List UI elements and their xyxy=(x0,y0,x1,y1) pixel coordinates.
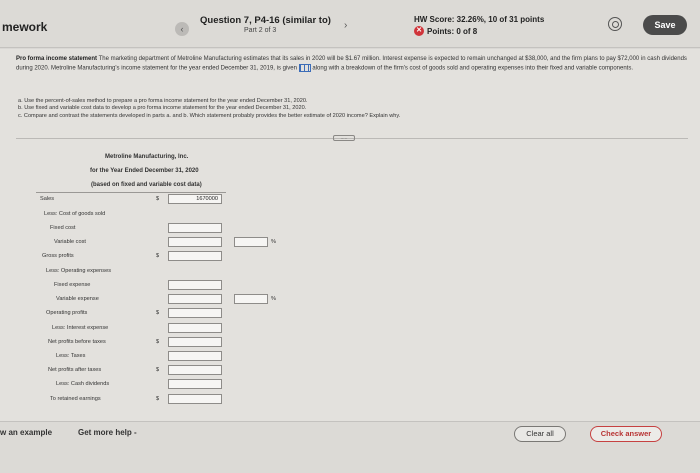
top-bar xyxy=(0,0,700,48)
npat-input[interactable] xyxy=(168,365,222,375)
variable-expense-percent-sign: % xyxy=(271,296,276,302)
npbt-label: Net profits before taxes xyxy=(48,339,106,345)
opex-label: Less: Operating expenses xyxy=(46,268,111,274)
variable-expense-input[interactable] xyxy=(168,294,222,304)
problem-parts xyxy=(18,98,400,120)
npbt-dollar: $ xyxy=(156,339,160,345)
check-answer-button[interactable]: Check answer xyxy=(590,426,662,442)
operating-profits-label: Operating profits xyxy=(46,310,88,316)
problem-lead: Pro forma income statement xyxy=(16,56,98,62)
part-a: a. Use the percent-of-sales method to prepare a pro forma income statement for the year ended December 31, 2020. xyxy=(18,98,308,104)
variable-expense-label: Variable expense xyxy=(56,296,99,302)
npbt-input[interactable] xyxy=(168,337,222,347)
variable-cost-input[interactable] xyxy=(168,237,222,247)
question-title: Question 7, P4-16 (similar to) xyxy=(200,15,331,26)
bottom-bar xyxy=(0,421,700,473)
question-content xyxy=(0,49,700,421)
save-button[interactable]: Save xyxy=(643,15,687,35)
variable-cost-percent-input[interactable] xyxy=(234,237,268,247)
operating-profits-input[interactable] xyxy=(168,308,222,318)
fixed-expense-label: Fixed expense xyxy=(54,282,91,288)
chevron-left-icon[interactable]: ‹ xyxy=(175,22,189,36)
part-c: c. Compare and contrast the statements developed in parts a. and b. Which statement probably provides the better estimate of 2020 income? Explain why. xyxy=(18,112,401,119)
statement-rule xyxy=(36,192,226,193)
hw-score: HW Score: 32.26%, 10 of 31 points xyxy=(414,15,545,24)
gross-profits-input[interactable] xyxy=(168,251,222,261)
retained-input[interactable] xyxy=(168,394,222,404)
fixed-cost-input[interactable] xyxy=(168,223,222,233)
cogs-label: Less: Cost of goods sold xyxy=(44,211,106,217)
clear-all-button[interactable]: Clear all xyxy=(514,426,566,442)
gross-profits-dollar: $ xyxy=(156,253,160,259)
problem-text: The marketing department of Metroline Manufacturing estimates that its sales in 2020 will be $1.67 million. Interest expense is expected to remain unchanged at $38,000, and the firm plans to pay $72,000 in cash dividends during 2020. Metroline Manufacturing's income statement for the year ended December 31, 2019, is given xyxy=(16,56,687,72)
sales-dollar: $ xyxy=(156,196,160,202)
dividends-label: Less: Cash dividends xyxy=(56,381,110,387)
points-text: Points: 0 of 8 xyxy=(427,26,478,36)
npat-label: Net profits after taxes xyxy=(48,367,102,373)
view-example-link[interactable]: w an example xyxy=(0,428,53,437)
statement-basis: (based on fixed and variable cost data) xyxy=(91,182,202,188)
variable-expense-percent-input[interactable] xyxy=(234,294,268,304)
question-part: Part 2 of 3 xyxy=(244,27,277,34)
variable-cost-label: Variable cost xyxy=(54,239,86,245)
retained-dollar: $ xyxy=(156,396,160,402)
more-button[interactable]: ..... xyxy=(333,135,355,141)
fixed-expense-input[interactable] xyxy=(168,280,222,290)
dividends-input[interactable] xyxy=(168,379,222,389)
taxes-label: Less: Taxes xyxy=(56,353,86,359)
app-title: mework xyxy=(2,20,48,34)
gross-profits-label: Gross profits xyxy=(42,253,74,259)
variable-cost-percent-sign: % xyxy=(271,239,276,245)
operating-profits-dollar: $ xyxy=(156,310,160,316)
points-status xyxy=(414,26,477,36)
problem-text-after: along with a breakdown of the firm's cost of goods sold and operating expenses into their fixed and variable components. xyxy=(312,65,633,72)
gear-icon[interactable] xyxy=(608,17,622,31)
table-icon[interactable] xyxy=(299,64,311,72)
chevron-right-icon[interactable]: › xyxy=(344,20,348,31)
fixed-cost-label: Fixed cost xyxy=(50,225,76,231)
interest-input[interactable] xyxy=(168,323,222,333)
retained-label: To retained earnings xyxy=(50,396,101,402)
incorrect-x-icon: ✕ xyxy=(414,26,424,36)
part-b: b. Use fixed and variable cost data to develop a pro forma income statement for the year ended December 31, 2020. xyxy=(18,105,307,112)
taxes-input[interactable] xyxy=(168,351,222,361)
get-help-link[interactable]: Get more help - xyxy=(78,428,137,437)
interest-label: Less: Interest expense xyxy=(52,325,109,331)
statement-company: Metroline Manufacturing, Inc. xyxy=(105,154,189,160)
sales-label: Sales xyxy=(40,196,54,202)
sales-input[interactable]: 1670000 xyxy=(168,194,222,204)
npat-dollar: $ xyxy=(156,367,160,373)
problem-statement xyxy=(16,55,688,74)
statement-period: for the Year Ended December 31, 2020 xyxy=(90,168,199,174)
